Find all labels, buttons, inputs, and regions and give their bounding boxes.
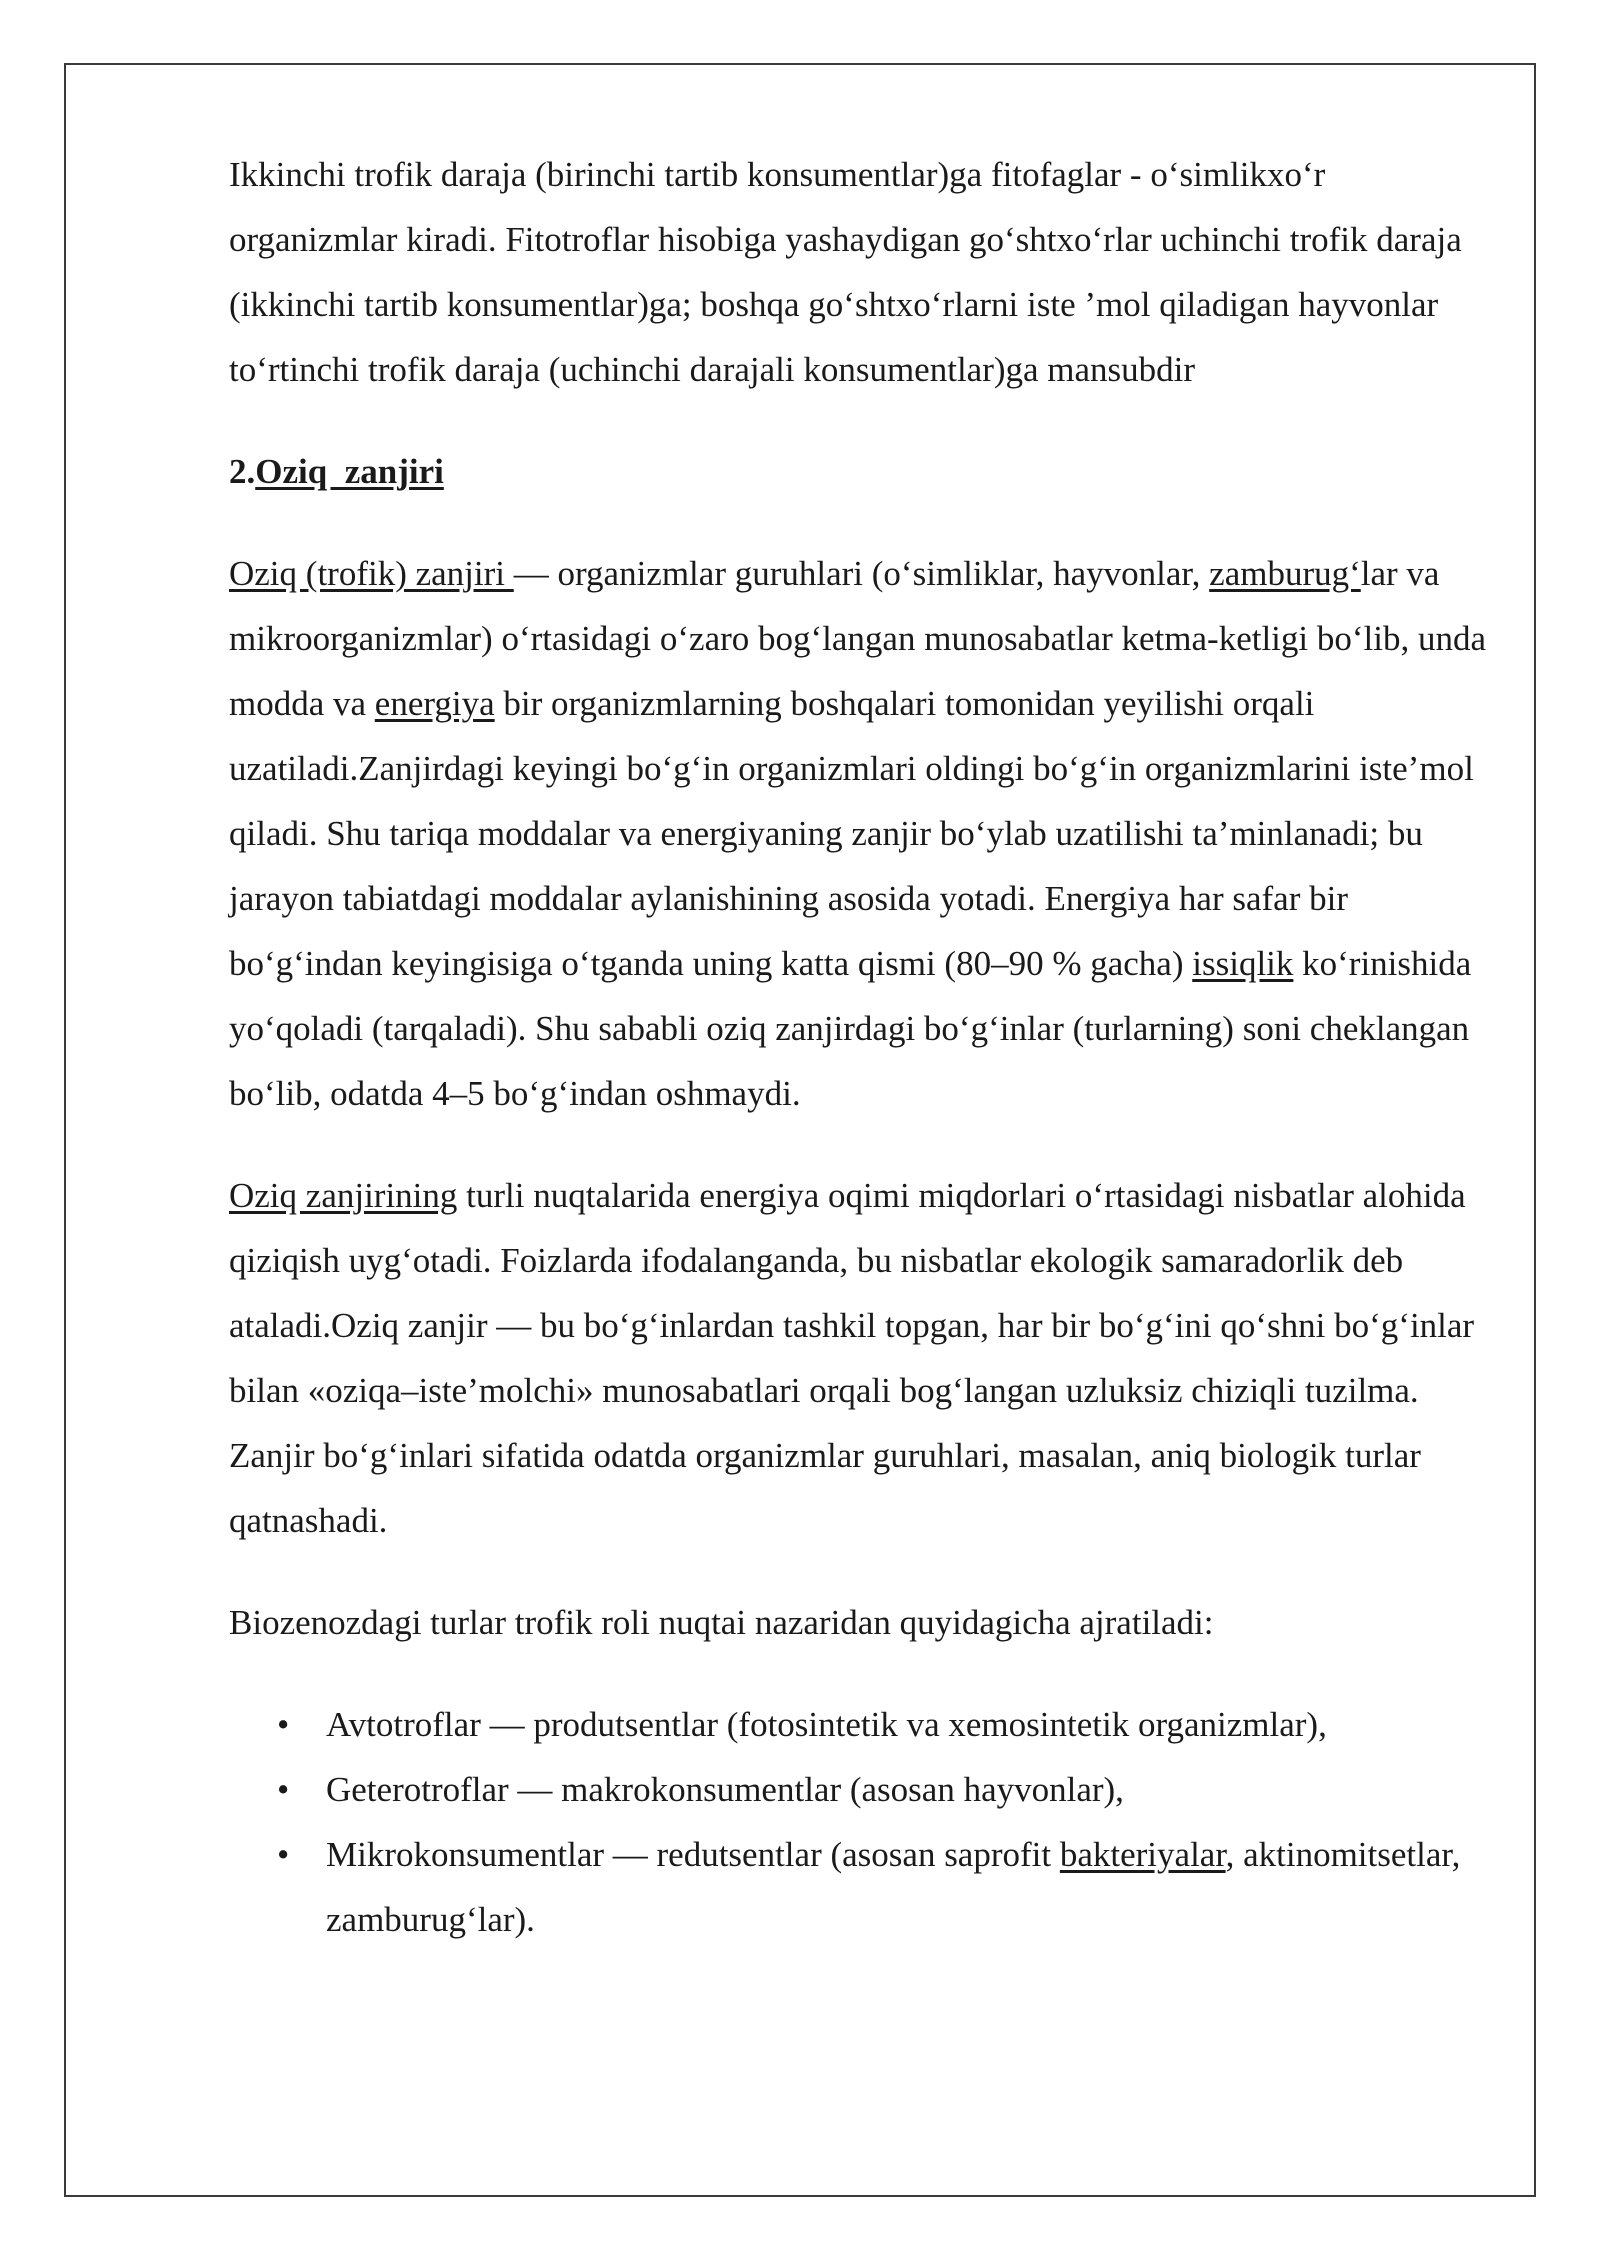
paragraph-text: turli nuqtalarida energiya oqimi miqdorlari o‘rtasidagi nisbatlar alohida qiziqish uyg‘otadi. Foizlarda ifodalanganda, bu nisbatlar ekologik samaradorlik deb ataladi.Oziq zanjir — bu bo‘g‘inlardan tashkil topgan, har bir bo‘g‘ini qo‘shni bo‘g‘inlar bilan «oziqa–iste’molchi» munosabatlari orqali bog‘langan uzluksiz chiziqli tuzilma. Zanjir bo‘g‘inlari sifatida odatda organizmlar guruhlari, masalan, aniq biologik turlar qatnashadi. xyxy=(229,1176,1475,1540)
document-body xyxy=(229,142,1499,1952)
paragraph-text: bir organizmlarning boshqalari tomonidan yeyilishi orqali uzatiladi.Zanjirdagi keyingi bo‘g‘in organizmlari oldingi bo‘g‘in organizmlarini iste’mol qiladi. Shu tariqa moddalar va energiyaning zanjir bo‘ylab uzatilishi ta’minlanadi; bu jarayon tabiatdagi moddalar aylanishining asosida yotadi. Energiya har safar bir bo‘g‘indan keyingisiga o‘tganda uning katta qismi (80–90 % gacha) xyxy=(229,684,1474,983)
paragraph-food-chain xyxy=(229,541,1499,1126)
list-item-text: Mikrokonsumentlar — redutsentlar (asosan saprofit xyxy=(326,1835,1060,1874)
link-zamburug[interactable]: zamburug‘ xyxy=(1209,554,1361,593)
link-energiya[interactable]: energiya xyxy=(374,684,495,723)
paragraph-text: ko‘rinishida yo‘qoladi (tarqaladi). Shu sababli oziq zanjirdagi bo‘g‘inlar (turlarning) soni cheklangan bo‘lib, odatda 4–5 bo‘g‘indan oshmaydi. xyxy=(229,944,1472,1113)
list-item-text: , aktinomitsetlar, zamburug‘lar). xyxy=(326,1835,1461,1939)
link-issiqlik[interactable]: issiqlik xyxy=(1192,944,1294,983)
list-item xyxy=(229,1822,1499,1952)
paragraph-ecological-efficiency xyxy=(229,1163,1499,1553)
list-item xyxy=(229,1692,1499,1757)
bullet-list xyxy=(229,1692,1499,1952)
heading-number: 2. xyxy=(229,452,256,491)
link-oziq-trofik-zanjiri[interactable]: Oziq (trofik) zanjiri xyxy=(229,554,514,593)
section-heading xyxy=(229,439,1499,504)
paragraph-text: — organizmlar guruhlari (o‘simliklar, hayvonlar, xyxy=(513,554,1210,593)
list-item-text: Geterotroflar — makrokonsumentlar (asosan hayvonlar), xyxy=(326,1770,1124,1809)
bullet-marker: • xyxy=(277,1705,290,1744)
list-item-text: Avtotroflar — produtsentlar (fotosintetik va xemosintetik organizmlar), xyxy=(326,1705,1327,1744)
paragraph-classification-intro: Biozenozdagi turlar trofik roli nuqtai nazaridan quyidagicha ajratiladi: xyxy=(229,1603,1214,1642)
heading-title-link[interactable]: Oziq zanjiri xyxy=(255,452,444,491)
bullet-marker: • xyxy=(277,1770,290,1809)
list-item xyxy=(229,1757,1499,1822)
bullet-marker: • xyxy=(277,1835,290,1874)
paragraph-text: lar va mikroorganizmlar) o‘rtasidagi o‘zaro bog‘langan munosabatlar ketma-ketligi bo‘lib, unda modda va xyxy=(229,554,1487,723)
paragraph-trophic-levels: Ikkinchi trofik daraja (birinchi tartib konsumentlar)ga fitofaglar - o‘simlikxo‘r organizmlar kiradi. Fitotroflar hisobiga yashaydigan go‘shtxo‘rlar uchinchi trofik daraja (ikkinchi tartib konsumentlar)ga; boshqa go‘shtxo‘rlarni iste ’mol qiladigan hayvonlar to‘rtinchi trofik daraja (uchinchi darajali konsumentlar)ga mansubdir xyxy=(229,155,1462,389)
link-bakteriyalar[interactable]: bakteriyalar xyxy=(1059,1835,1226,1874)
link-oziq-zanjirining[interactable]: Oziq zanjirining xyxy=(229,1176,458,1215)
